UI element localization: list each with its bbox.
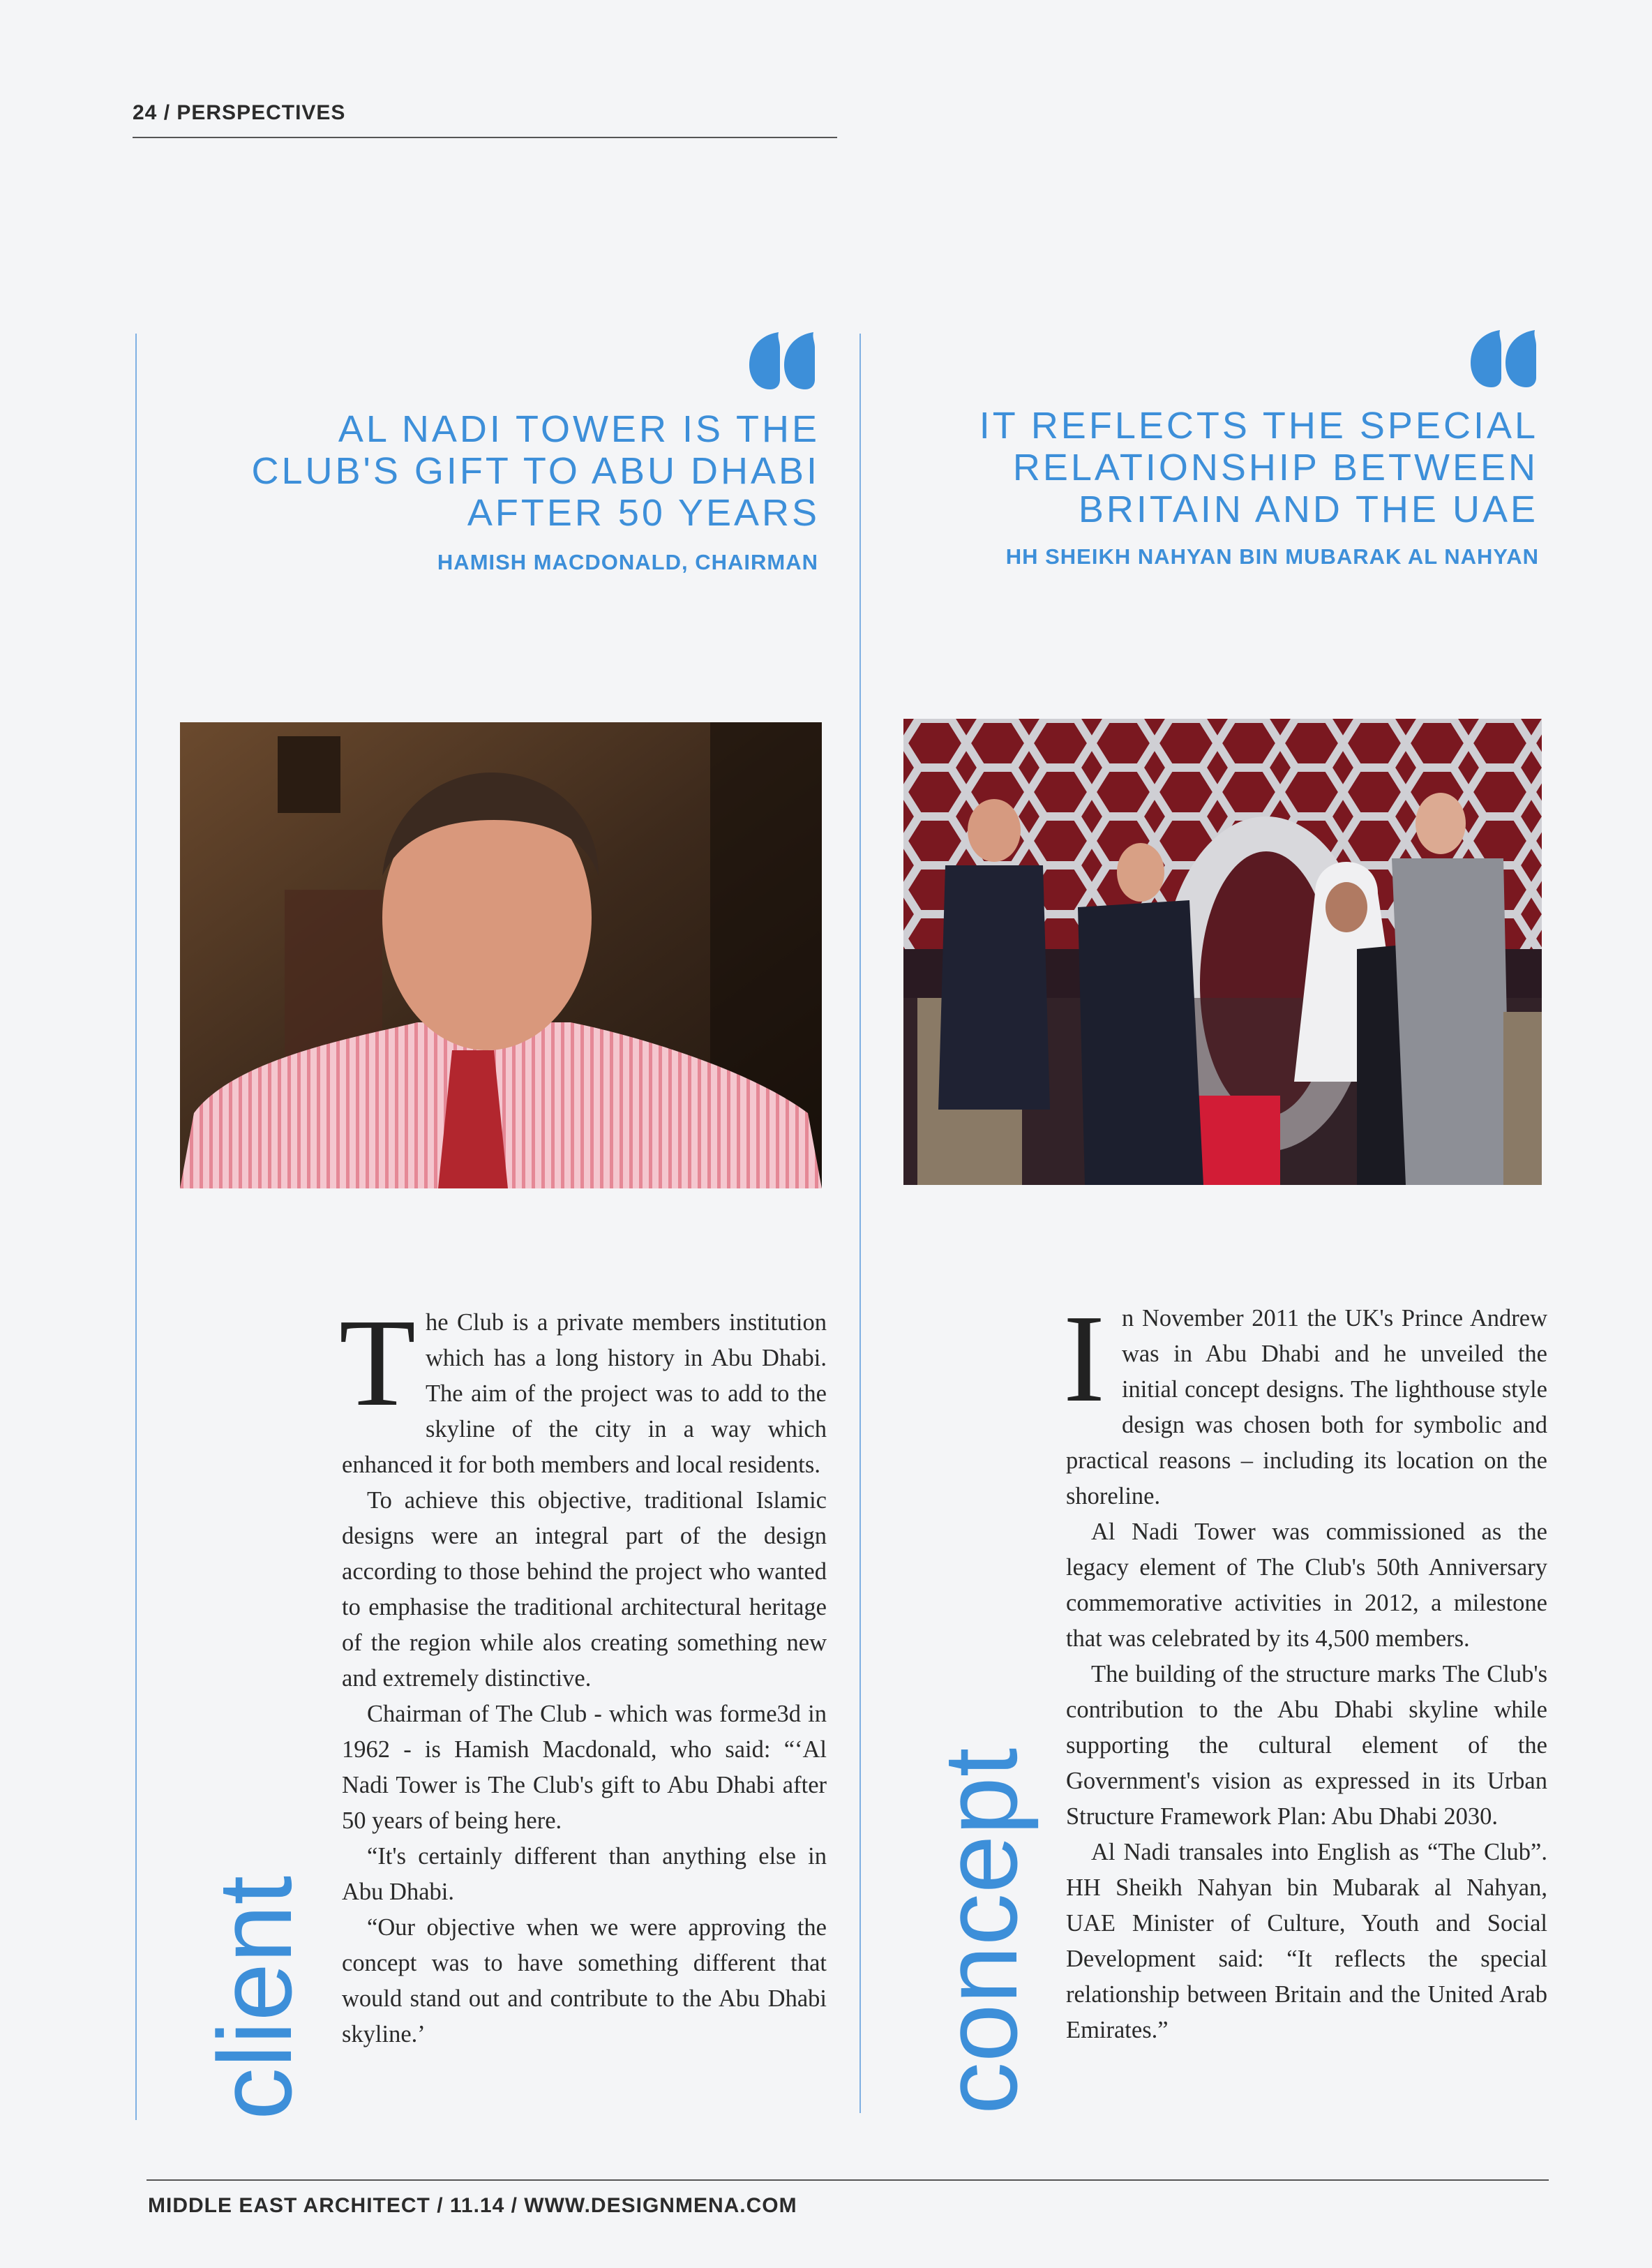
body-text-left bbox=[339, 1293, 827, 2052]
paragraph-text: n November 2011 the UK's Prince Andrew was in Abu Dhabi and he unveiled the initial concept designs. The lighthouse style design was chosen both for symbolic and practical reasons – including its location on the shoreline. bbox=[1066, 1305, 1547, 1509]
open-quote-icon bbox=[1468, 324, 1538, 391]
quote-line: IT REFLECTS THE SPECIAL bbox=[979, 405, 1538, 447]
paragraph: Al Nadi transales into English as “The Club”. HH Sheikh Nahyan bin Mubarak al Nahyan, UAE Minister of Culture, Youth and Social Development said: “It reflects the special relationship between Britain and the United Arab Emirates.” bbox=[1066, 1839, 1547, 2043]
unveiling-photo bbox=[903, 719, 1542, 1185]
quote-line: BRITAIN AND THE UAE bbox=[1078, 488, 1538, 530]
drop-cap: T bbox=[339, 1293, 416, 1432]
section-label-concept: concept bbox=[922, 1747, 1039, 2114]
paragraph: Chairman of The Club - which was forme3d in 1962 - is Hamish Macdonald, who said: “‘Al Nadi Tower is The Club's gift to Abu Dhabi after 50 years of being here. bbox=[342, 1701, 827, 1834]
paragraph bbox=[1063, 1289, 1547, 1514]
paragraph: The building of the structure marks The Club's contribution to the Abu Dhabi skyline while supporting the cultural element of the Government's vision as expressed in its Urban Structure Framework Plan: Abu Dhabi 2030. bbox=[1066, 1661, 1547, 1830]
portrait-photo bbox=[180, 722, 822, 1188]
quote-line: RELATIONSHIP BETWEEN bbox=[1012, 447, 1538, 488]
pull-quote-right bbox=[900, 405, 1538, 530]
footer-rule bbox=[147, 2179, 1549, 2181]
section-label-client: client bbox=[196, 1875, 313, 2120]
paragraph: Al Nadi Tower was commissioned as the legacy element of The Club's 50th Anniversary commemorative activities in 2012, a milestone that was celebrated by its 4,500 members. bbox=[1066, 1519, 1547, 1652]
open-quote-icon bbox=[746, 327, 816, 393]
section-header: 24 / PERSPECTIVES bbox=[133, 101, 346, 124]
pull-quote-left bbox=[174, 408, 820, 534]
quote-attribution-left: HAMISH MACDONALD, CHAIRMAN bbox=[437, 550, 818, 574]
quote-line: CLUB'S GIFT TO ABU DHABI bbox=[251, 450, 820, 492]
paragraph: To achieve this objective, traditional Islamic designs were an integral part of the design according to those behind the project who wanted to emphasise the traditional architectural heritage of the region while alos creating something new and extremely distinctive. bbox=[342, 1487, 827, 1692]
left-column-rule bbox=[135, 334, 137, 2120]
drop-cap: I bbox=[1063, 1289, 1105, 1428]
paragraph: “Our objective when we were approving the concept was to have something different that would stand out and contribute to the Abu Dhabi skyline.’ bbox=[342, 1914, 827, 2047]
header-rule bbox=[133, 137, 837, 138]
paragraph bbox=[339, 1293, 827, 1483]
quote-line: AFTER 50 YEARS bbox=[467, 492, 820, 534]
quote-line: AL NADI TOWER IS THE bbox=[338, 408, 820, 450]
paragraph: “It's certainly different than anything else in Abu Dhabi. bbox=[342, 1843, 827, 1905]
quote-attribution-right: HH SHEIKH NAHYAN BIN MUBARAK AL NAHYAN bbox=[1005, 544, 1539, 569]
body-text-right bbox=[1063, 1289, 1547, 2048]
center-column-rule bbox=[859, 334, 861, 2113]
paragraph-text: he Club is a private members institution which has a long history in Abu Dhabi. The aim of the project was to add to the skyline of the city in a way which enhanced it for both members and local residents. bbox=[342, 1309, 827, 1478]
footer-text: MIDDLE EAST ARCHITECT / 11.14 / WWW.DESIGNMENA.COM bbox=[148, 2194, 797, 2217]
